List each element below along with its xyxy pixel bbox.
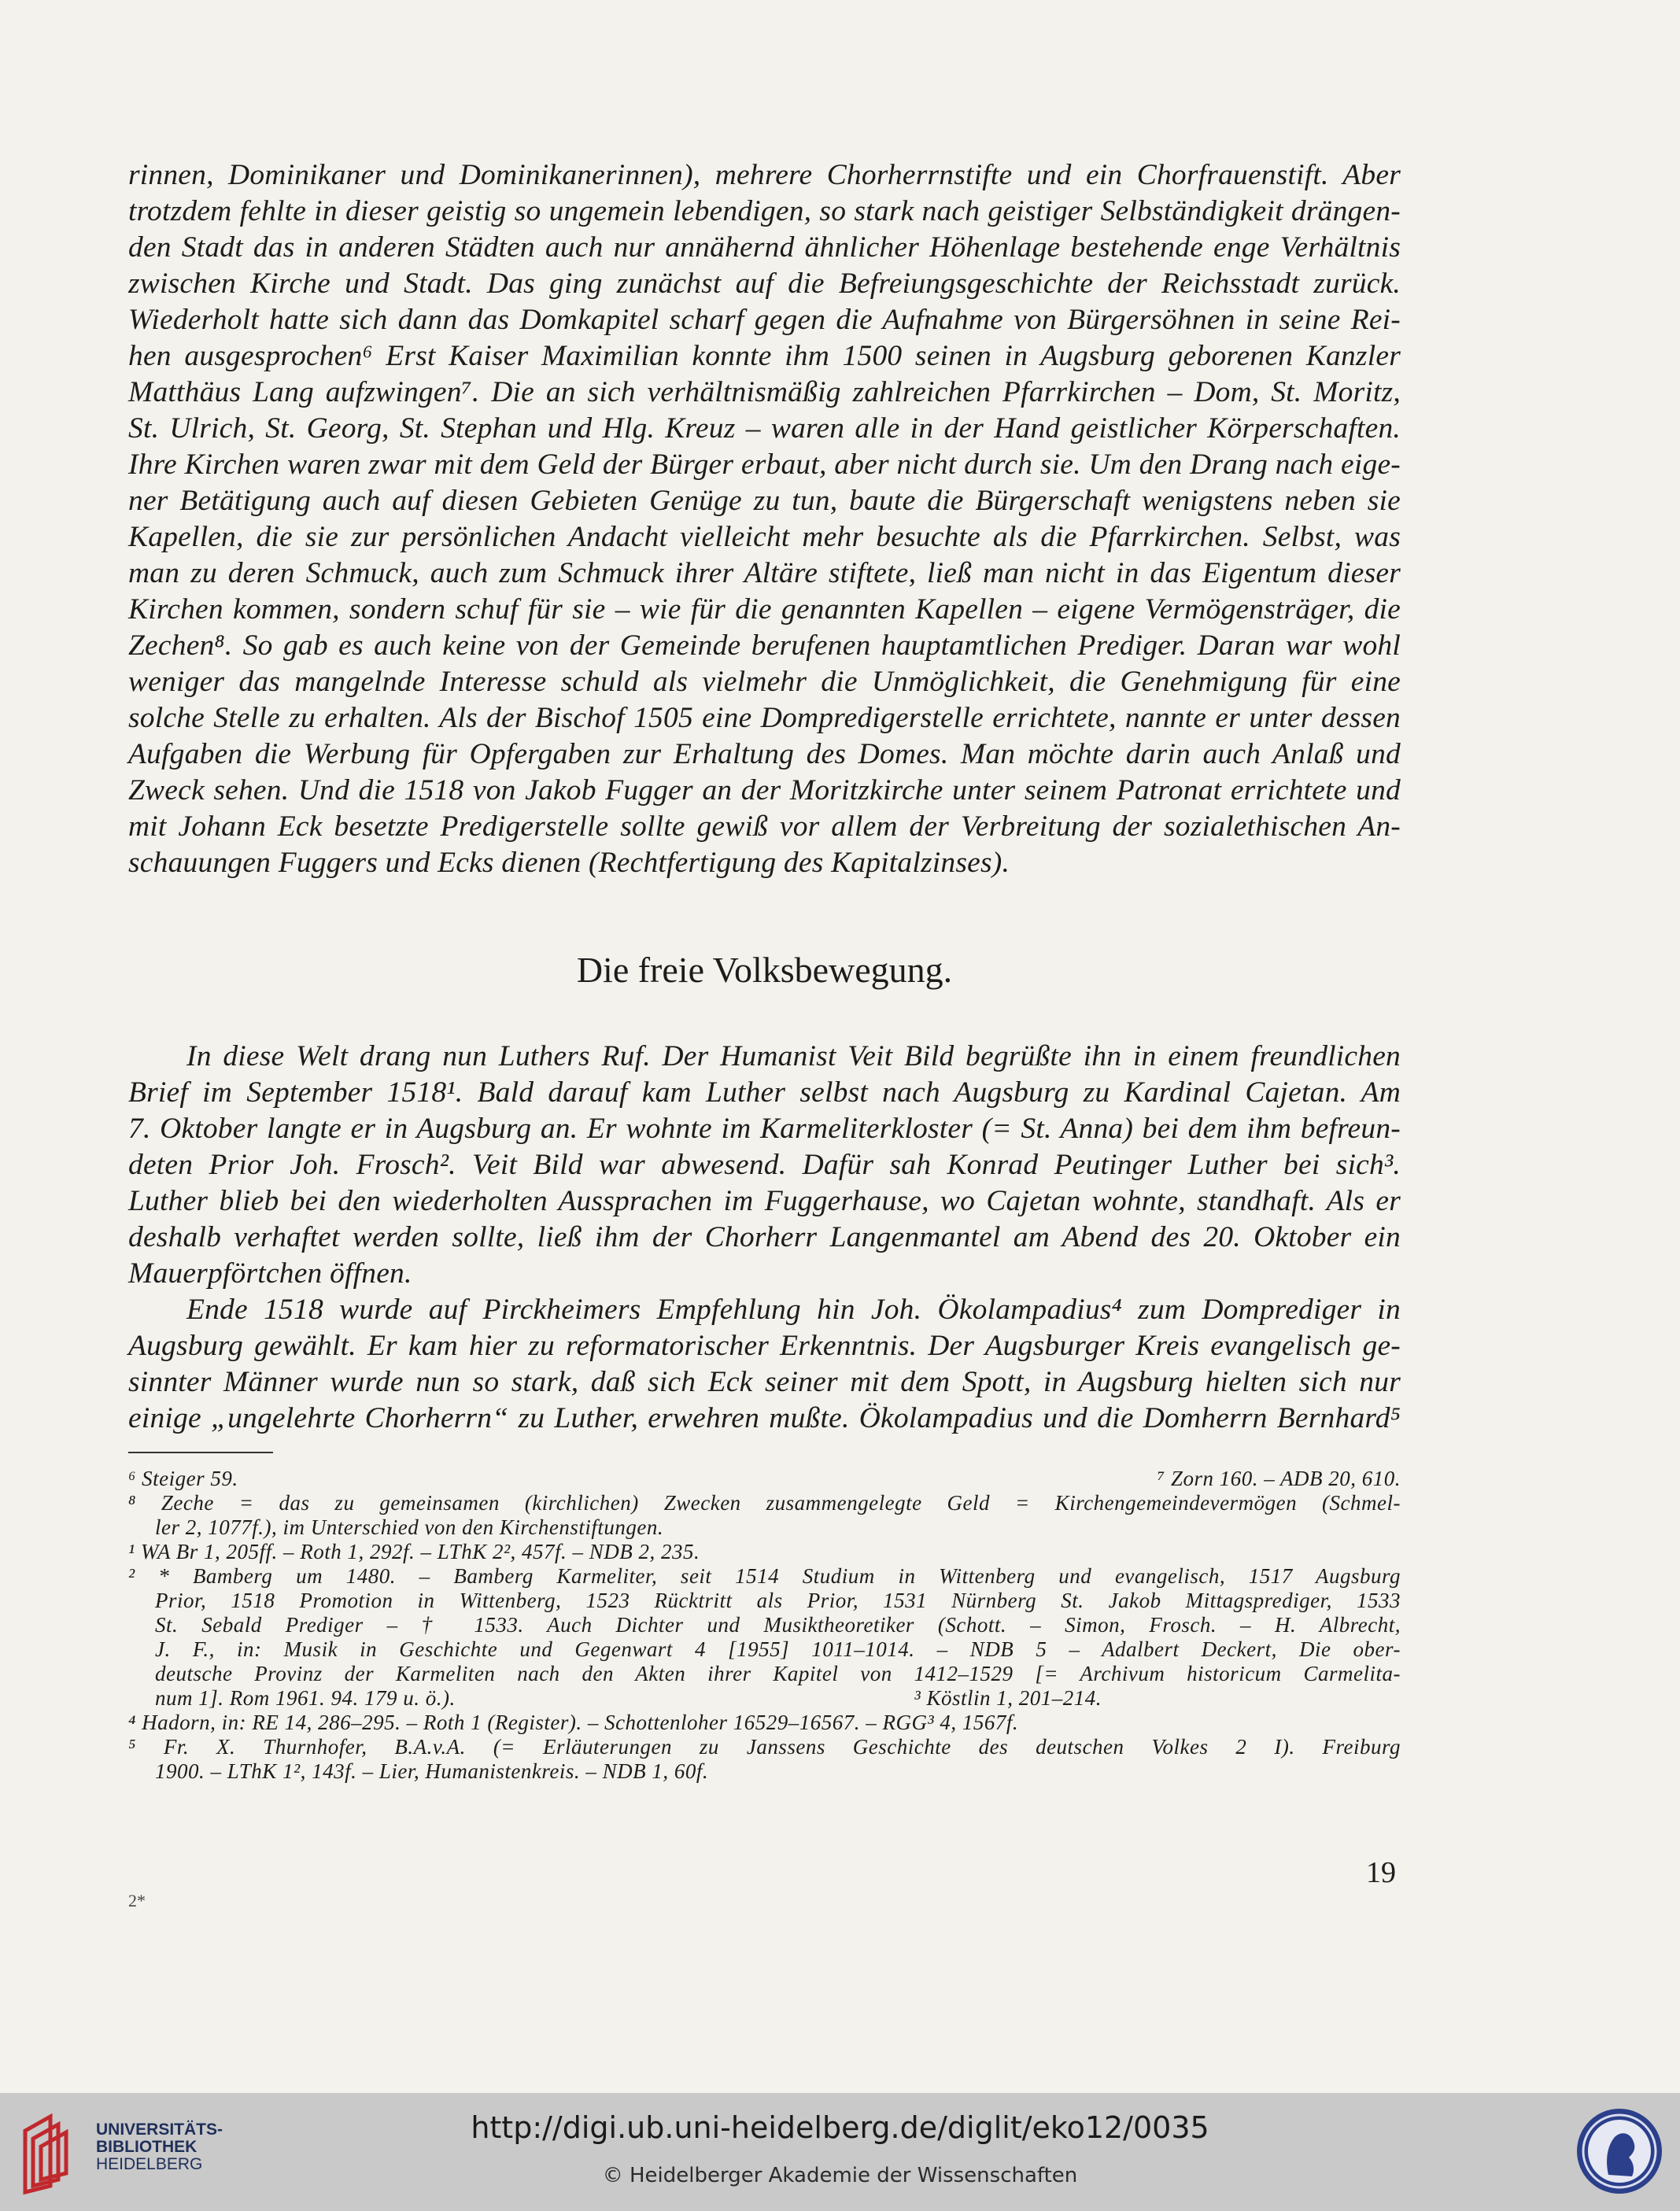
text-line: Kapellen, die sie zur persönlichen Andacht vielleicht mehr besuchte als die Pfarrkirchen. Selbst, was (128, 521, 1401, 553)
footnote-7: ⁷ Zorn 160. – ADB 20, 610. (1157, 1467, 1401, 1490)
footnote-6: ⁶ Steiger 59. (128, 1467, 238, 1490)
text-line: Luther blieb bei den wiederholten Aussprachen im Fuggerhause, wo Cajetan wohnte, standhaft. Als er (128, 1185, 1401, 1217)
text-line: trotzdem fehlte in dieser geistig so ungemein lebendigen, so stark nach geistiger Selbständigkeit drängen- (128, 195, 1401, 227)
academy-seal-icon (1574, 2106, 1665, 2197)
text-line: Zweck sehen. Und die 1518 von Jakob Fugger an der Moritzkirche unter seinem Patronat errichtete und (128, 774, 1401, 807)
footnote-2-cont: num 1]. Rom 1961. 94. 179 u. ö.). (155, 1686, 456, 1710)
footnote-row (128, 1467, 1401, 1491)
permalink-url[interactable]: http://digi.ub.uni-heidelberg.de/diglit/eko12/0035 (471, 2110, 1209, 2145)
footnotes (128, 1467, 1401, 1784)
text-line: deten Prior Joh. Frosch². Veit Bild war abwesend. Dafür sah Konrad Peutinger Luther bei sich³. (128, 1149, 1401, 1181)
text-line: Mauerpförtchen öffnen. (128, 1257, 412, 1290)
text-line: solche Stelle zu erhalten. Als der Bischof 1505 eine Dompredigerstelle errichtete, nannte er unter dessen (128, 702, 1401, 734)
text-line: mit Johann Eck besetzte Predigerstelle sollte gewiß vor allem der Verbreitung der sozialethischen An- (128, 810, 1401, 843)
paragraph-2 (128, 1039, 1401, 1292)
paragraph-1 (128, 157, 1401, 881)
text-line: weniger das mangelnde Interesse schuld als vielmehr die Unmöglichkeit, die Genehmigung für eine (128, 666, 1401, 698)
text-line: 7. Oktober langte er in Augsburg an. Er wohnte im Karmeliterkloster (= St. Anna) bei dem ihm befreun- (128, 1113, 1401, 1145)
text-line: man zu deren Schmuck, auch zum Schmuck ihrer Altäre stiftete, ließ man nicht in das Eigentum dieser (128, 557, 1401, 589)
viewer-footer (0, 2093, 1680, 2211)
footnote-4: ⁴ Hadorn, in: RE 14, 286–295. – Roth 1 (Register). – Schottenloher 16529–16567. – RGG³ 4, 1567f. (128, 1711, 1019, 1734)
footnote-3: ³ Köstlin 1, 201–214. (914, 1686, 1102, 1710)
text-line: einige „ungelehrte Chorherrn“ zu Luther, erwehren mußte. Ökolampadius und die Domherrn Bernhard⁵ (128, 1402, 1401, 1434)
footnote-1: ¹ WA Br 1, 205ff. – Roth 1, 292f. – LThK 2², 457f. – NDB 2, 235. (128, 1540, 700, 1563)
page-number: 19 (1366, 1856, 1396, 1889)
logo-line: HEIDELBERG (96, 2155, 203, 2173)
footnote-2-cont: deutsche Provinz der Karmeliten nach den Akten ihrer Kapitel von 1412–1529 [= Archivum historicum Carmelita- (155, 1662, 1401, 1685)
logo-line: UNIVERSITÄTS- (96, 2121, 223, 2139)
footnote-5-cont: 1900. – LThK 1², 143f. – Lier, Humanistenkreis. – NDB 1, 60f. (155, 1759, 709, 1783)
paragraph-3 (128, 1292, 1401, 1437)
text-line: Augsburg gewählt. Er kam hier zu reformatorischer Erkenntnis. Der Augsburger Kreis evangelisch ge- (128, 1330, 1401, 1362)
text-line: Ihre Kirchen waren zwar mit dem Geld der Bürger erbaut, aber nicht durch sie. Um den Drang nach eige- (128, 448, 1401, 481)
copyright-notice: © Heidelberger Akademie der Wissenschaften (602, 2164, 1078, 2187)
text-line: zwischen Kirche und Stadt. Das ging zunächst auf die Befreiungsgeschichte der Reichsstadt zurück. (128, 268, 1401, 300)
footnote-rule (128, 1452, 273, 1453)
text-line: Kirchen kommen, sondern schuf für sie – wie für die genannten Kapellen – eigene Vermögensträger, die (128, 593, 1401, 626)
footnote-row (128, 1686, 1401, 1711)
text-line: deshalb verhaftet werden sollte, ließ ihm der Chorherr Langenmantel am Abend des 20. Oktober ein (128, 1221, 1401, 1253)
text-line: ner Betätigung auch auf diesen Gebieten Genüge zu tun, baute die Bürgerschaft wenigstens neben sie (128, 485, 1401, 517)
text-line: sinnter Männer wurde nun so stark, daß sich Eck seiner mit dem Spott, in Augsburg hielten sich nur (128, 1366, 1401, 1398)
section-heading: Die freie Volksbewegung. (576, 950, 953, 990)
text-line: Zechen⁸. So gab es auch keine von der Gemeinde berufenen hauptamtlichen Prediger. Daran war wohl (128, 629, 1401, 662)
text-line: St. Ulrich, St. Georg, St. Stephan und Hlg. Kreuz – waren alle in der Hand geistlicher Körperschaften. (128, 412, 1401, 445)
text-line: rinnen, Dominikaner und Dominikanerinnen), mehrere Chorherrnstifte und ein Chorfrauenstift. Aber (128, 159, 1401, 191)
text-line: Matthäus Lang aufzwingen⁷. Die an sich verhältnismäßig zahlreichen Pfarrkirchen – Dom, St. Moritz, (128, 376, 1401, 408)
footnote-2: ² * Bamberg um 1480. – Bamberg Karmeliter, seit 1514 Studium in Wittenberg und evangelisch, 1517 Augsburg (128, 1564, 1401, 1588)
text-line: Aufgaben die Werbung für Opfergaben zur Erhaltung des Domes. Man möchte darin auch Anlaß und (128, 738, 1401, 770)
signature-mark: 2* (128, 1891, 146, 1910)
footnote-8: ⁸ Zeche = das zu gemeinsamen (kirchlichen) Zwecken zusammengelegte Geld = Kirchengemeindevermögen (Schmel- (128, 1491, 1401, 1515)
text-line: schauungen Fuggers und Ecks dienen (Rechtfertigung des Kapitalzinses). (128, 847, 1010, 879)
text-line: den Stadt das in anderen Städten auch nur annähernd ähnlicher Höhenlage bestehende enge Verhältnis (128, 231, 1401, 264)
text-line: hen ausgesprochen⁶ Erst Kaiser Maximilian konnte ihm 1500 seinen in Augsburg geborenen Kanzler (128, 340, 1401, 372)
text-line: Ende 1518 wurde auf Pirckheimers Empfehlung hin Joh. Ökolampadius⁴ zum Domprediger in (186, 1294, 1401, 1326)
logo-line: BIBLIOTHEK (96, 2138, 198, 2156)
footnote-8-cont: ler 2, 1077f.), im Unterschied von den Kirchenstiftungen. (155, 1515, 664, 1539)
text-line: Wiederholt hatte sich dann das Domkapitel scharf gegen die Aufnahme von Bürgersöhnen in seine Rei- (128, 304, 1401, 336)
footnote-5: ⁵ Fr. X. Thurnhofer, B.A.v.A. (= Erläuterungen zu Janssens Geschichte des deutschen Volkes 2 I). Freiburg (128, 1735, 1401, 1759)
footnote-2-cont: St. Sebald Prediger – † 1533. Auch Dichter und Musiktheoretiker (Schott. – Simon, Frosch. – H. Albrecht, (155, 1613, 1401, 1637)
text-line: In diese Welt drang nun Luthers Ruf. Der Humanist Veit Bild begrüßte ihn in einem freundlichen (186, 1040, 1401, 1072)
text-line: Brief im September 1518¹. Bald darauf kam Luther selbst nach Augsburg zu Kardinal Cajetan. Am (128, 1076, 1401, 1109)
footnote-2-cont: J. F., in: Musik in Geschichte und Gegenwart 4 [1955] 1011–1014. – NDB 5 – Adalbert Deckert, Die ober- (155, 1637, 1401, 1661)
footnote-2-cont: Prior, 1518 Promotion in Wittenberg, 1523 Rücktritt als Prior, 1531 Nürnberg St. Jakob Mittagsprediger, 1533 (155, 1589, 1401, 1612)
